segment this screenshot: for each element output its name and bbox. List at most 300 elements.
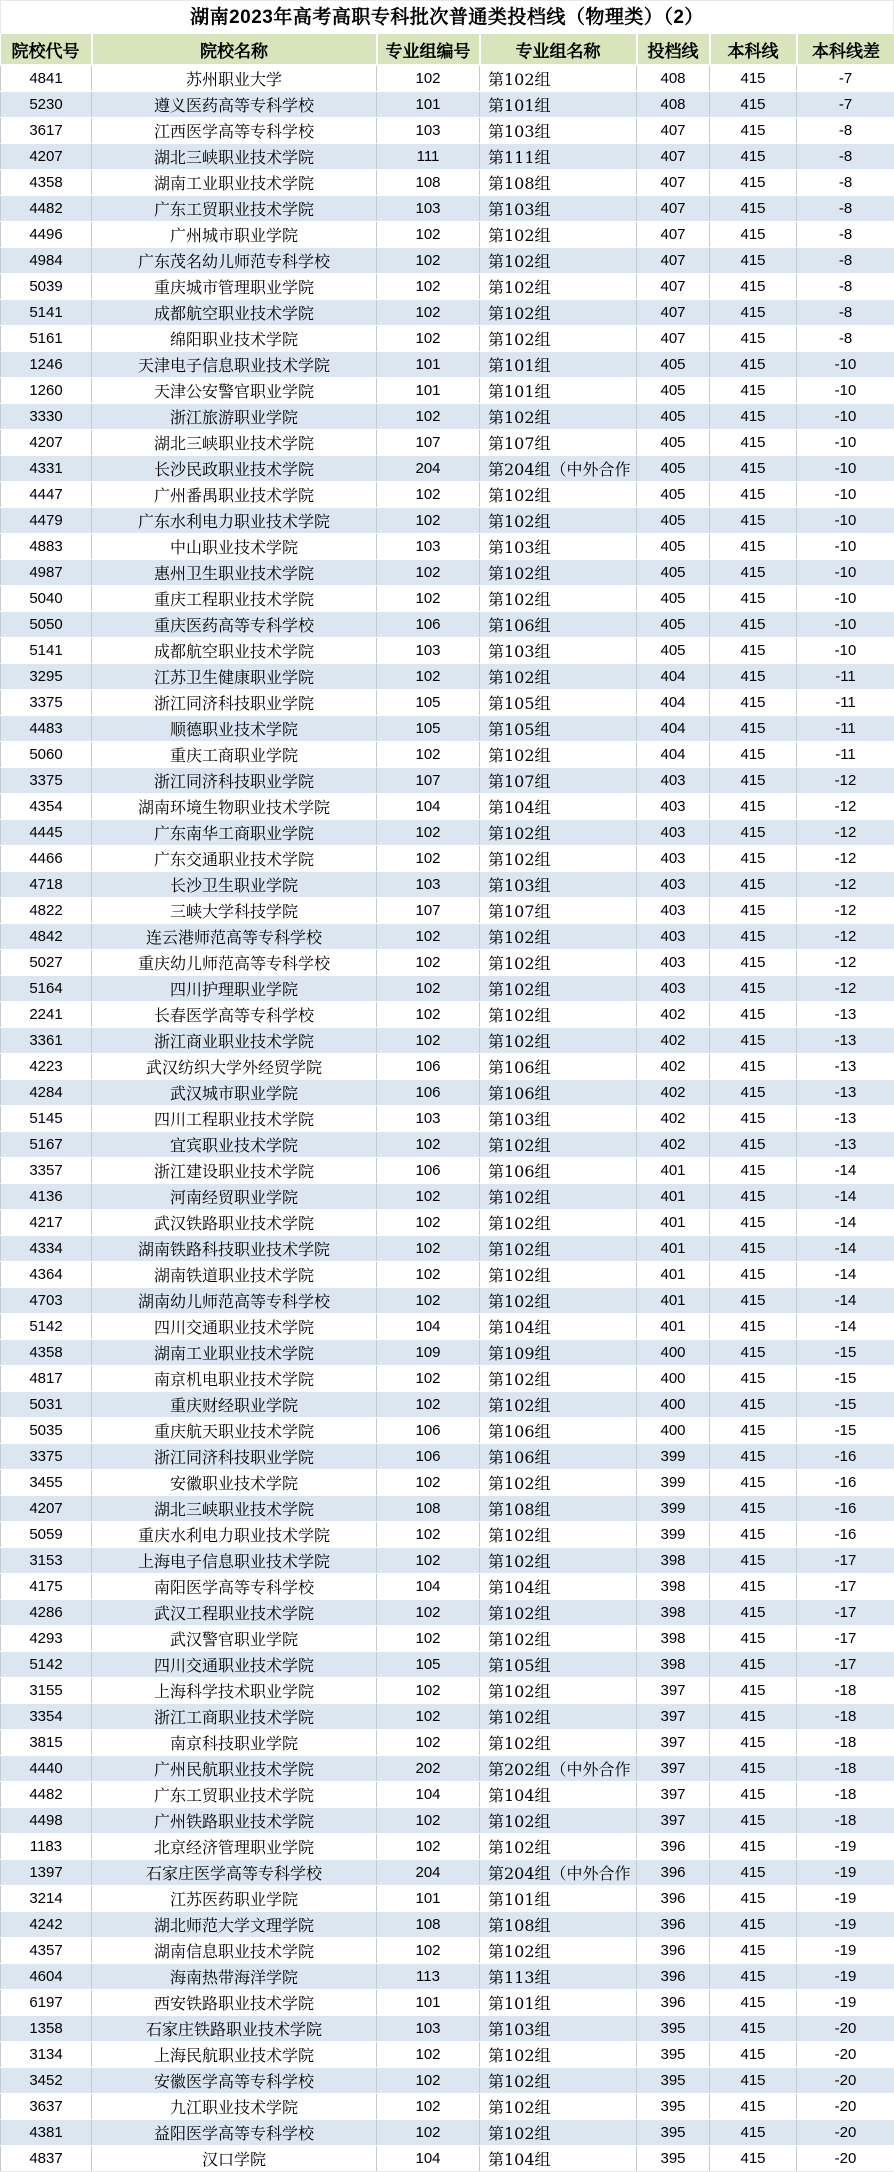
table-cell: 连云港师范高等专科学校 bbox=[92, 924, 377, 950]
table-cell: -19 bbox=[797, 1834, 894, 1860]
table-cell: 415 bbox=[710, 1470, 797, 1496]
table-cell: -10 bbox=[797, 430, 894, 456]
table-cell: 415 bbox=[710, 1912, 797, 1938]
table-cell: 4987 bbox=[1, 560, 92, 586]
table-cell: 405 bbox=[637, 430, 710, 456]
table-cell: 104 bbox=[377, 1314, 480, 1340]
table-cell: 102 bbox=[377, 1288, 480, 1314]
table-cell: 重庆工商职业学院 bbox=[92, 742, 377, 768]
table-cell: -16 bbox=[797, 1522, 894, 1548]
table-cell: 415 bbox=[710, 1626, 797, 1652]
table-cell: 415 bbox=[710, 976, 797, 1002]
table-cell: -13 bbox=[797, 1054, 894, 1080]
table-cell: 401 bbox=[637, 1184, 710, 1210]
table-cell: 5142 bbox=[1, 1314, 92, 1340]
table-cell: 102 bbox=[377, 1470, 480, 1496]
table-cell: -10 bbox=[797, 508, 894, 534]
table-cell: 104 bbox=[377, 1574, 480, 1600]
table-cell: 1183 bbox=[1, 1834, 92, 1860]
table-cell: 398 bbox=[637, 1626, 710, 1652]
table-cell: 415 bbox=[710, 144, 797, 170]
table-cell: -18 bbox=[797, 1756, 894, 1782]
table-cell: 第107组 bbox=[480, 768, 637, 794]
table-cell: 415 bbox=[710, 1704, 797, 1730]
table-row bbox=[1, 170, 894, 196]
table-cell: 395 bbox=[637, 2146, 710, 2172]
table-cell: 第103组 bbox=[480, 872, 637, 898]
table-cell: 400 bbox=[637, 1418, 710, 1444]
table-cell: 415 bbox=[710, 170, 797, 196]
table-row bbox=[1, 1990, 894, 2016]
table-cell: -18 bbox=[797, 1730, 894, 1756]
table-cell: 102 bbox=[377, 1366, 480, 1392]
table-row bbox=[1, 690, 894, 716]
table-cell: -11 bbox=[797, 664, 894, 690]
table-cell: 415 bbox=[710, 1418, 797, 1444]
table-cell: 403 bbox=[637, 924, 710, 950]
table-cell: -8 bbox=[797, 118, 894, 144]
table-cell: 402 bbox=[637, 1028, 710, 1054]
table-cell: 3455 bbox=[1, 1470, 92, 1496]
table-cell: 408 bbox=[637, 92, 710, 118]
table-cell: 102 bbox=[377, 1028, 480, 1054]
table-cell: 102 bbox=[377, 300, 480, 326]
table-cell: 405 bbox=[637, 378, 710, 404]
table-cell: 4284 bbox=[1, 1080, 92, 1106]
table-cell: 第108组 bbox=[480, 170, 637, 196]
table-row bbox=[1, 1756, 894, 1782]
table-cell: 第103组 bbox=[480, 2016, 637, 2042]
table-cell: 第102组 bbox=[480, 1678, 637, 1704]
table-cell: 四川交通职业技术学院 bbox=[92, 1314, 377, 1340]
table-row bbox=[1, 274, 894, 300]
table-cell: 415 bbox=[710, 1392, 797, 1418]
table-cell: 1246 bbox=[1, 352, 92, 378]
table-row bbox=[1, 1522, 894, 1548]
table-cell: 第105组 bbox=[480, 690, 637, 716]
table-cell: 415 bbox=[710, 1184, 797, 1210]
table-cell: 102 bbox=[377, 664, 480, 690]
table-cell: 广州铁路职业技术学院 bbox=[92, 1808, 377, 1834]
table-cell: 4498 bbox=[1, 1808, 92, 1834]
table-cell: 405 bbox=[637, 612, 710, 638]
table-cell: 4331 bbox=[1, 456, 92, 482]
table-cell: -18 bbox=[797, 1782, 894, 1808]
table-cell: 397 bbox=[637, 1678, 710, 1704]
table-cell: 广东南华工商职业学院 bbox=[92, 820, 377, 846]
table-cell: -11 bbox=[797, 716, 894, 742]
table-cell: 401 bbox=[637, 1288, 710, 1314]
table-cell: 415 bbox=[710, 456, 797, 482]
table-cell: 广州民航职业技术学院 bbox=[92, 1756, 377, 1782]
table-cell: -14 bbox=[797, 1288, 894, 1314]
table-cell: 4440 bbox=[1, 1756, 92, 1782]
table-row bbox=[1, 456, 894, 482]
table-cell: 第106组 bbox=[480, 1080, 637, 1106]
table-cell: 第107组 bbox=[480, 898, 637, 924]
table-cell: 415 bbox=[710, 2094, 797, 2120]
table-cell: -11 bbox=[797, 742, 894, 768]
table-cell: 第102组 bbox=[480, 820, 637, 846]
table-cell: 第111组 bbox=[480, 144, 637, 170]
table-cell: 108 bbox=[377, 170, 480, 196]
table-row bbox=[1, 65, 894, 92]
table-cell: 重庆幼儿师范高等专科学校 bbox=[92, 950, 377, 976]
table-row bbox=[1, 1470, 894, 1496]
table-cell: 4447 bbox=[1, 482, 92, 508]
table-cell: 南阳医学高等专科学校 bbox=[92, 1574, 377, 1600]
table-row bbox=[1, 222, 894, 248]
table-row bbox=[1, 924, 894, 950]
table-cell: -17 bbox=[797, 1600, 894, 1626]
table-cell: 第104组 bbox=[480, 1314, 637, 1340]
table-cell: -7 bbox=[797, 65, 894, 92]
table-cell: 5060 bbox=[1, 742, 92, 768]
table-cell: 第103组 bbox=[480, 1106, 637, 1132]
table-cell: 第102组 bbox=[480, 274, 637, 300]
table-cell: 第102组 bbox=[480, 1002, 637, 1028]
table-cell: 113 bbox=[377, 1964, 480, 1990]
table-cell: 415 bbox=[710, 586, 797, 612]
table-cell: 长沙民政职业技术学院 bbox=[92, 456, 377, 482]
table-cell: 403 bbox=[637, 872, 710, 898]
table-cell: 第104组 bbox=[480, 794, 637, 820]
table-cell: -19 bbox=[797, 1964, 894, 1990]
table-row bbox=[1, 742, 894, 768]
table-cell: -10 bbox=[797, 638, 894, 664]
table-cell: 江西医学高等专科学校 bbox=[92, 118, 377, 144]
table-cell: -13 bbox=[797, 1080, 894, 1106]
table-row bbox=[1, 664, 894, 690]
table-row bbox=[1, 1262, 894, 1288]
table-row bbox=[1, 1782, 894, 1808]
table-cell: 广东工贸职业技术学院 bbox=[92, 1782, 377, 1808]
table-cell: -12 bbox=[797, 820, 894, 846]
table-cell: 402 bbox=[637, 1054, 710, 1080]
table-cell: 104 bbox=[377, 2146, 480, 2172]
table-row bbox=[1, 2146, 894, 2172]
table-cell: 415 bbox=[710, 430, 797, 456]
table-cell: 102 bbox=[377, 950, 480, 976]
table-cell: 415 bbox=[710, 118, 797, 144]
table-cell: 415 bbox=[710, 2068, 797, 2094]
table-cell: 401 bbox=[637, 1158, 710, 1184]
table-cell: 101 bbox=[377, 1886, 480, 1912]
table-cell: 第102组 bbox=[480, 300, 637, 326]
table-cell: 5230 bbox=[1, 92, 92, 118]
table-cell: 400 bbox=[637, 1340, 710, 1366]
table-row bbox=[1, 404, 894, 430]
table-cell: 415 bbox=[710, 716, 797, 742]
table-cell: 4703 bbox=[1, 1288, 92, 1314]
table-cell: -8 bbox=[797, 300, 894, 326]
table-cell: 武汉警官职业学院 bbox=[92, 1626, 377, 1652]
table-cell: 成都航空职业技术学院 bbox=[92, 638, 377, 664]
table-cell: -14 bbox=[797, 1210, 894, 1236]
table-row bbox=[1, 1652, 894, 1678]
table-cell: 102 bbox=[377, 248, 480, 274]
table-row bbox=[1, 430, 894, 456]
table-cell: 重庆航天职业技术学院 bbox=[92, 1418, 377, 1444]
table-cell: 397 bbox=[637, 1730, 710, 1756]
table-row bbox=[1, 2094, 894, 2120]
table-cell: 395 bbox=[637, 2120, 710, 2146]
table-cell: 湖南幼儿师范高等专科学校 bbox=[92, 1288, 377, 1314]
table-row bbox=[1, 1912, 894, 1938]
table-cell: -12 bbox=[797, 924, 894, 950]
table-cell: 397 bbox=[637, 1808, 710, 1834]
table-cell: 第102组 bbox=[480, 1288, 637, 1314]
table-cell: 407 bbox=[637, 274, 710, 300]
table-cell: 102 bbox=[377, 222, 480, 248]
table-row bbox=[1, 1184, 894, 1210]
table-cell: 415 bbox=[710, 1808, 797, 1834]
table-cell: 415 bbox=[710, 612, 797, 638]
table-cell: 4479 bbox=[1, 508, 92, 534]
table-cell: 广东茂名幼儿师范专科学校 bbox=[92, 248, 377, 274]
table-cell: 415 bbox=[710, 1314, 797, 1340]
table-cell: 104 bbox=[377, 1782, 480, 1808]
table-cell: 101 bbox=[377, 352, 480, 378]
table-cell: 415 bbox=[710, 300, 797, 326]
table-cell: 重庆财经职业学院 bbox=[92, 1392, 377, 1418]
table-cell: 5142 bbox=[1, 1652, 92, 1678]
table-cell: 415 bbox=[710, 1158, 797, 1184]
table-row bbox=[1, 248, 894, 274]
table-cell: 102 bbox=[377, 326, 480, 352]
table-cell: 第104组 bbox=[480, 1574, 637, 1600]
table-cell: 4883 bbox=[1, 534, 92, 560]
table-cell: 405 bbox=[637, 404, 710, 430]
table-cell: 西安铁路职业技术学院 bbox=[92, 1990, 377, 2016]
table-cell: 5039 bbox=[1, 274, 92, 300]
table-cell: 415 bbox=[710, 196, 797, 222]
table-cell: 415 bbox=[710, 1132, 797, 1158]
table-cell: -8 bbox=[797, 248, 894, 274]
table-row bbox=[1, 326, 894, 352]
table-cell: 106 bbox=[377, 1054, 480, 1080]
table-cell: 102 bbox=[377, 1392, 480, 1418]
column-header: 院校代号 bbox=[1, 34, 92, 65]
table-cell: 浙江工商职业技术学院 bbox=[92, 1704, 377, 1730]
table-cell: 102 bbox=[377, 1002, 480, 1028]
table-cell: 415 bbox=[710, 534, 797, 560]
table-cell: 405 bbox=[637, 638, 710, 664]
table-cell: 102 bbox=[377, 1808, 480, 1834]
table-cell: 浙江商业职业技术学院 bbox=[92, 1028, 377, 1054]
table-cell: 第106组 bbox=[480, 612, 637, 638]
table-cell: 5035 bbox=[1, 1418, 92, 1444]
table-cell: 石家庄铁路职业技术学院 bbox=[92, 2016, 377, 2042]
table-cell: 1358 bbox=[1, 2016, 92, 2042]
table-cell: 101 bbox=[377, 1990, 480, 2016]
table-row bbox=[1, 586, 894, 612]
table-cell: 遵义医药高等专科学校 bbox=[92, 92, 377, 118]
table-cell: 415 bbox=[710, 1730, 797, 1756]
table-cell: 第102组 bbox=[480, 2068, 637, 2094]
table-cell: 石家庄医学高等专科学校 bbox=[92, 1860, 377, 1886]
table-cell: 武汉工程职业技术学院 bbox=[92, 1600, 377, 1626]
table-cell: 402 bbox=[637, 1132, 710, 1158]
table-cell: 第102组 bbox=[480, 1626, 637, 1652]
table-cell: -20 bbox=[797, 2120, 894, 2146]
table-cell: 106 bbox=[377, 612, 480, 638]
table-cell: 415 bbox=[710, 560, 797, 586]
table-cell: 4482 bbox=[1, 196, 92, 222]
table-row bbox=[1, 1366, 894, 1392]
table-row bbox=[1, 846, 894, 872]
table-cell: -16 bbox=[797, 1470, 894, 1496]
table-cell: 407 bbox=[637, 326, 710, 352]
table-cell: 397 bbox=[637, 1782, 710, 1808]
table-cell: 4604 bbox=[1, 1964, 92, 1990]
table-cell: 湖南环境生物职业技术学院 bbox=[92, 794, 377, 820]
table-cell: 397 bbox=[637, 1704, 710, 1730]
table-cell: 415 bbox=[710, 326, 797, 352]
table-row bbox=[1, 1080, 894, 1106]
table-cell: 第102组 bbox=[480, 1210, 637, 1236]
table-cell: 102 bbox=[377, 508, 480, 534]
table-cell: 广州城市职业学院 bbox=[92, 222, 377, 248]
table-cell: 103 bbox=[377, 872, 480, 898]
table-cell: 天津公安警官职业学院 bbox=[92, 378, 377, 404]
table-row bbox=[1, 872, 894, 898]
table-cell: 武汉城市职业学院 bbox=[92, 1080, 377, 1106]
table-cell: 102 bbox=[377, 1938, 480, 1964]
table-cell: 第102组 bbox=[480, 2042, 637, 2068]
table-cell: 第102组 bbox=[480, 1366, 637, 1392]
table-cell: 106 bbox=[377, 1444, 480, 1470]
table-body bbox=[1, 65, 894, 2172]
table-cell: 4354 bbox=[1, 794, 92, 820]
table-row bbox=[1, 300, 894, 326]
table-row bbox=[1, 1106, 894, 1132]
table-cell: 407 bbox=[637, 118, 710, 144]
table-row bbox=[1, 716, 894, 742]
table-row bbox=[1, 1886, 894, 1912]
table-cell: -14 bbox=[797, 1236, 894, 1262]
table-cell: 415 bbox=[710, 1652, 797, 1678]
table-cell: 415 bbox=[710, 92, 797, 118]
table-cell: 415 bbox=[710, 1938, 797, 1964]
table-cell: 第102组 bbox=[480, 560, 637, 586]
table-cell: 九江职业技术学院 bbox=[92, 2094, 377, 2120]
table-cell: 3452 bbox=[1, 2068, 92, 2094]
table-cell: 415 bbox=[710, 1106, 797, 1132]
table-cell: 101 bbox=[377, 378, 480, 404]
table-cell: 6197 bbox=[1, 1990, 92, 2016]
table-cell: 415 bbox=[710, 352, 797, 378]
table-cell: -8 bbox=[797, 196, 894, 222]
table-cell: 4175 bbox=[1, 1574, 92, 1600]
table-cell: -10 bbox=[797, 378, 894, 404]
table-cell: -10 bbox=[797, 534, 894, 560]
table-cell: 405 bbox=[637, 508, 710, 534]
table-cell: 第106组 bbox=[480, 1158, 637, 1184]
table-cell: 第102组 bbox=[480, 2120, 637, 2146]
table-row bbox=[1, 1444, 894, 1470]
table-row bbox=[1, 1418, 894, 1444]
table-row bbox=[1, 560, 894, 586]
table-cell: 403 bbox=[637, 820, 710, 846]
table-cell: -19 bbox=[797, 1860, 894, 1886]
table-cell: 415 bbox=[710, 1756, 797, 1782]
table-cell: -20 bbox=[797, 2094, 894, 2120]
table-cell: 广东交通职业技术学院 bbox=[92, 846, 377, 872]
table-header bbox=[1, 34, 894, 65]
table-cell: 第101组 bbox=[480, 1886, 637, 1912]
table-cell: 415 bbox=[710, 1236, 797, 1262]
table-row bbox=[1, 1730, 894, 1756]
table-row bbox=[1, 1132, 894, 1158]
table-row bbox=[1, 1288, 894, 1314]
table-cell: -13 bbox=[797, 1002, 894, 1028]
table-cell: 403 bbox=[637, 846, 710, 872]
table-cell: 湖北三峡职业技术学院 bbox=[92, 430, 377, 456]
table-cell: 415 bbox=[710, 2016, 797, 2042]
table-cell: 401 bbox=[637, 1236, 710, 1262]
table-cell: 三峡大学科技学院 bbox=[92, 898, 377, 924]
table-row bbox=[1, 1158, 894, 1184]
table-cell: -19 bbox=[797, 1912, 894, 1938]
table-cell: 415 bbox=[710, 2146, 797, 2172]
table-cell: 415 bbox=[710, 404, 797, 430]
table-cell: -8 bbox=[797, 144, 894, 170]
table-cell: -12 bbox=[797, 846, 894, 872]
table-cell: 3214 bbox=[1, 1886, 92, 1912]
table-cell: -14 bbox=[797, 1262, 894, 1288]
table-cell: -15 bbox=[797, 1418, 894, 1444]
table-cell: 403 bbox=[637, 768, 710, 794]
table-row bbox=[1, 1600, 894, 1626]
table-cell: 第202组（中外合作 bbox=[480, 1756, 637, 1782]
table-cell: 重庆城市管理职业学院 bbox=[92, 274, 377, 300]
table-cell: 4136 bbox=[1, 1184, 92, 1210]
table-cell: 106 bbox=[377, 1158, 480, 1184]
table-cell: 第102组 bbox=[480, 1132, 637, 1158]
table-cell: -12 bbox=[797, 950, 894, 976]
table-cell: 405 bbox=[637, 560, 710, 586]
table-cell: 第102组 bbox=[480, 482, 637, 508]
table-cell: -12 bbox=[797, 898, 894, 924]
table-cell: 绵阳职业技术学院 bbox=[92, 326, 377, 352]
table-cell: 396 bbox=[637, 1834, 710, 1860]
table-cell: 4837 bbox=[1, 2146, 92, 2172]
table-row bbox=[1, 1340, 894, 1366]
table-cell: 4822 bbox=[1, 898, 92, 924]
table-cell: 第113组 bbox=[480, 1964, 637, 1990]
table-cell: 415 bbox=[710, 508, 797, 534]
table-row bbox=[1, 1704, 894, 1730]
page-title: 湖南2023年高考高职专科批次普通类投档线（物理类）（2） bbox=[0, 0, 894, 34]
header-row bbox=[1, 34, 894, 65]
table-cell: 5161 bbox=[1, 326, 92, 352]
table-cell: 第102组 bbox=[480, 1834, 637, 1860]
table-cell: 415 bbox=[710, 222, 797, 248]
table-cell: 102 bbox=[377, 1548, 480, 1574]
table-cell: 415 bbox=[710, 1054, 797, 1080]
table-cell: 浙江建设职业技术学院 bbox=[92, 1158, 377, 1184]
column-header: 专业组名称 bbox=[480, 34, 637, 65]
table-cell: -12 bbox=[797, 976, 894, 1002]
table-row bbox=[1, 768, 894, 794]
table-cell: 重庆工程职业技术学院 bbox=[92, 586, 377, 612]
table-cell: -16 bbox=[797, 1496, 894, 1522]
table-cell: 第102组 bbox=[480, 664, 637, 690]
table-cell: 第102组 bbox=[480, 222, 637, 248]
table-cell: 415 bbox=[710, 1548, 797, 1574]
table-cell: 第102组 bbox=[480, 742, 637, 768]
